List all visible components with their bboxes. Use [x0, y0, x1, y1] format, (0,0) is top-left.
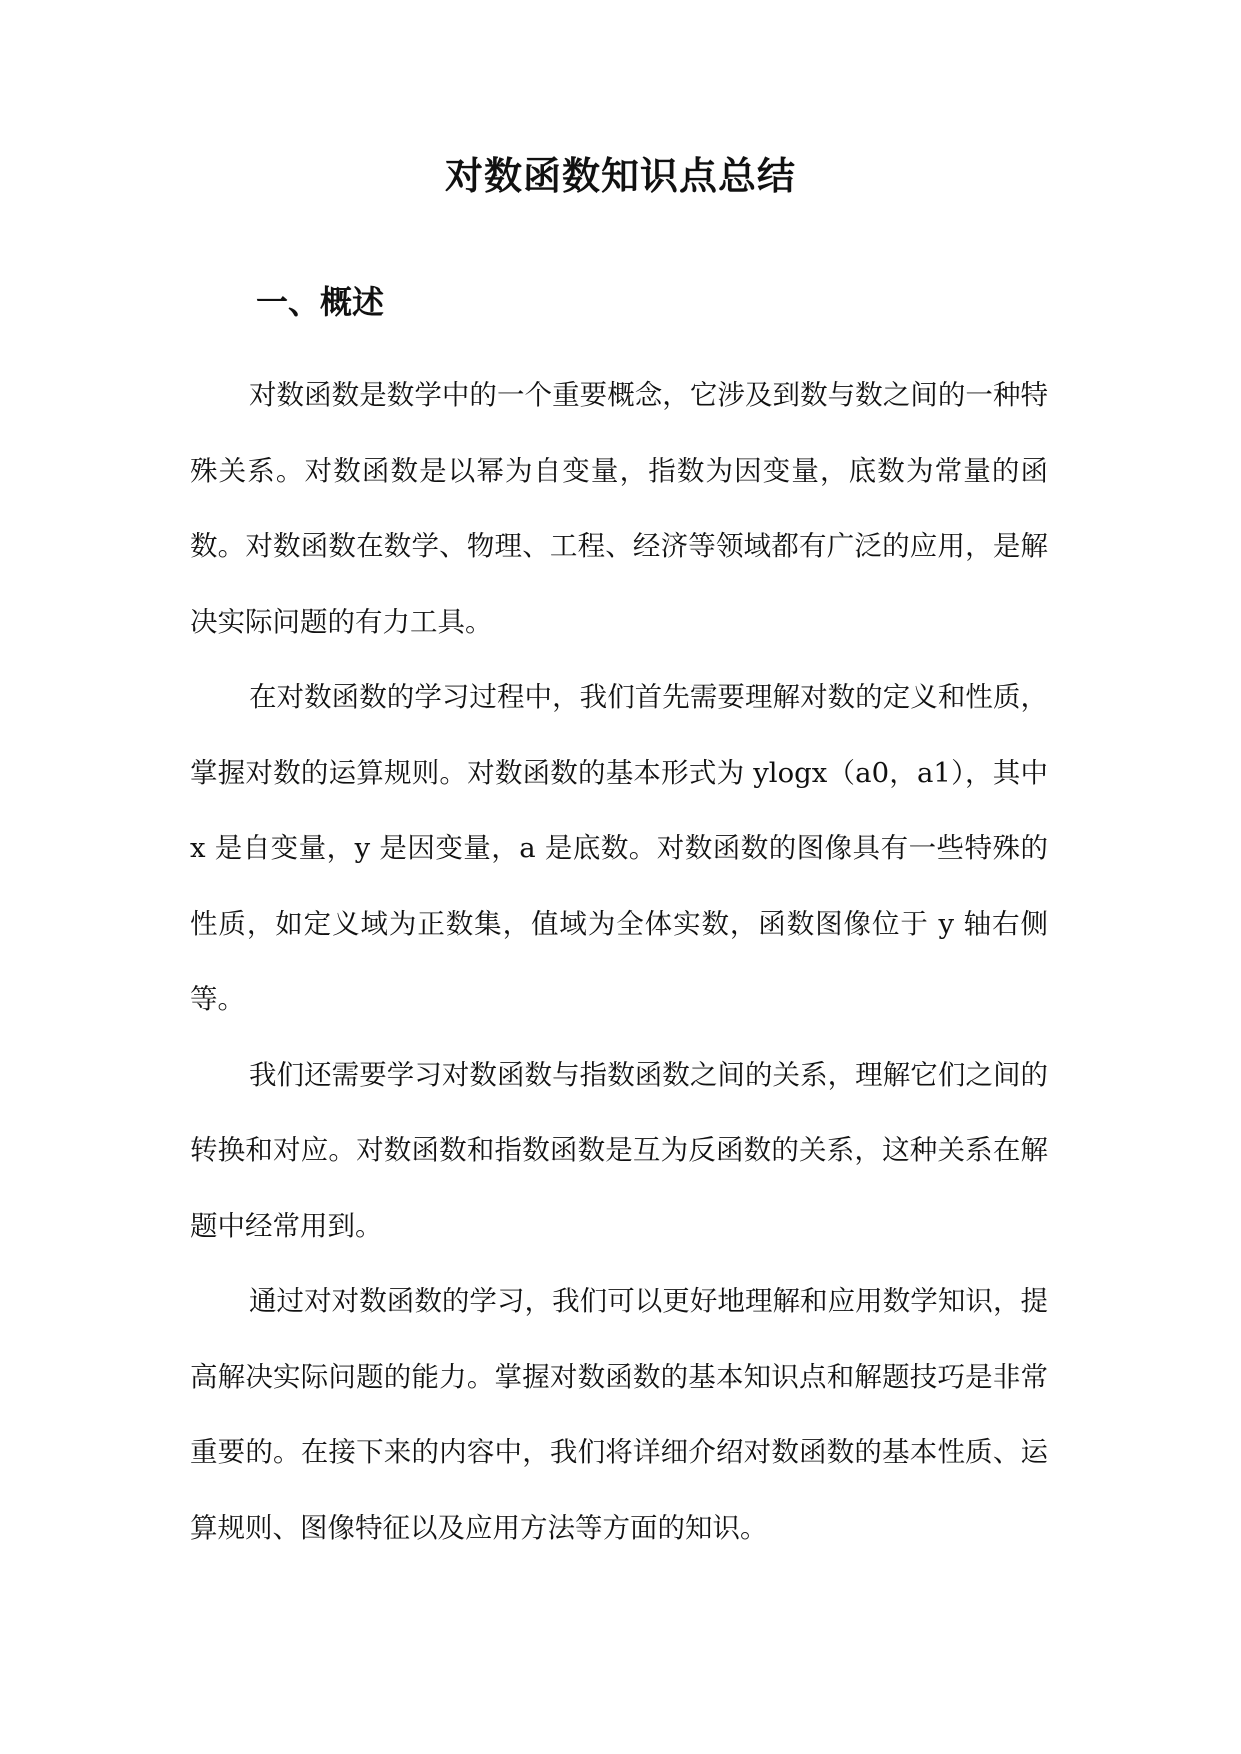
document-title: 对数函数知识点总结	[444, 153, 796, 198]
section-heading-overview: 一、概述	[256, 283, 385, 321]
paragraph: 对数函数是数学中的一个重要概念，它涉及到数与数之间的一种特殊关系。对数函数是以幂为自变量，指数为因变量，底数为常量的函数。对数函数在数学、物理、工程、经济等领域都有广泛的应用，是解决实际问题的有力工具。	[190, 379, 1048, 638]
section-body	[190, 358, 1048, 1566]
paragraph: 在对数函数的学习过程中，我们首先需要理解对数的定义和性质，掌握对数的运算规则。对数函数的基本形式为 ylogx（a0，a1），其中 x 是自变量，y 是因变量，a 是底数。对数函数的图像具有一些特殊的性质，如定义域为正数集，值域为全体实数，函数图像位于 y 轴右侧等。	[190, 681, 1048, 1015]
paragraph: 通过对对数函数的学习，我们可以更好地理解和应用数学知识，提高解决实际问题的能力。掌握对数函数的基本知识点和解题技巧是非常重要的。在接下来的内容中，我们将详细介绍对数函数的基本性质、运算规则、图像特征以及应用方法等方面的知识。	[190, 1285, 1048, 1544]
paragraph: 我们还需要学习对数函数与指数函数之间的关系，理解它们之间的转换和对应。对数函数和指数函数是互为反函数的关系，这种关系在解题中经常用到。	[190, 1058, 1048, 1242]
